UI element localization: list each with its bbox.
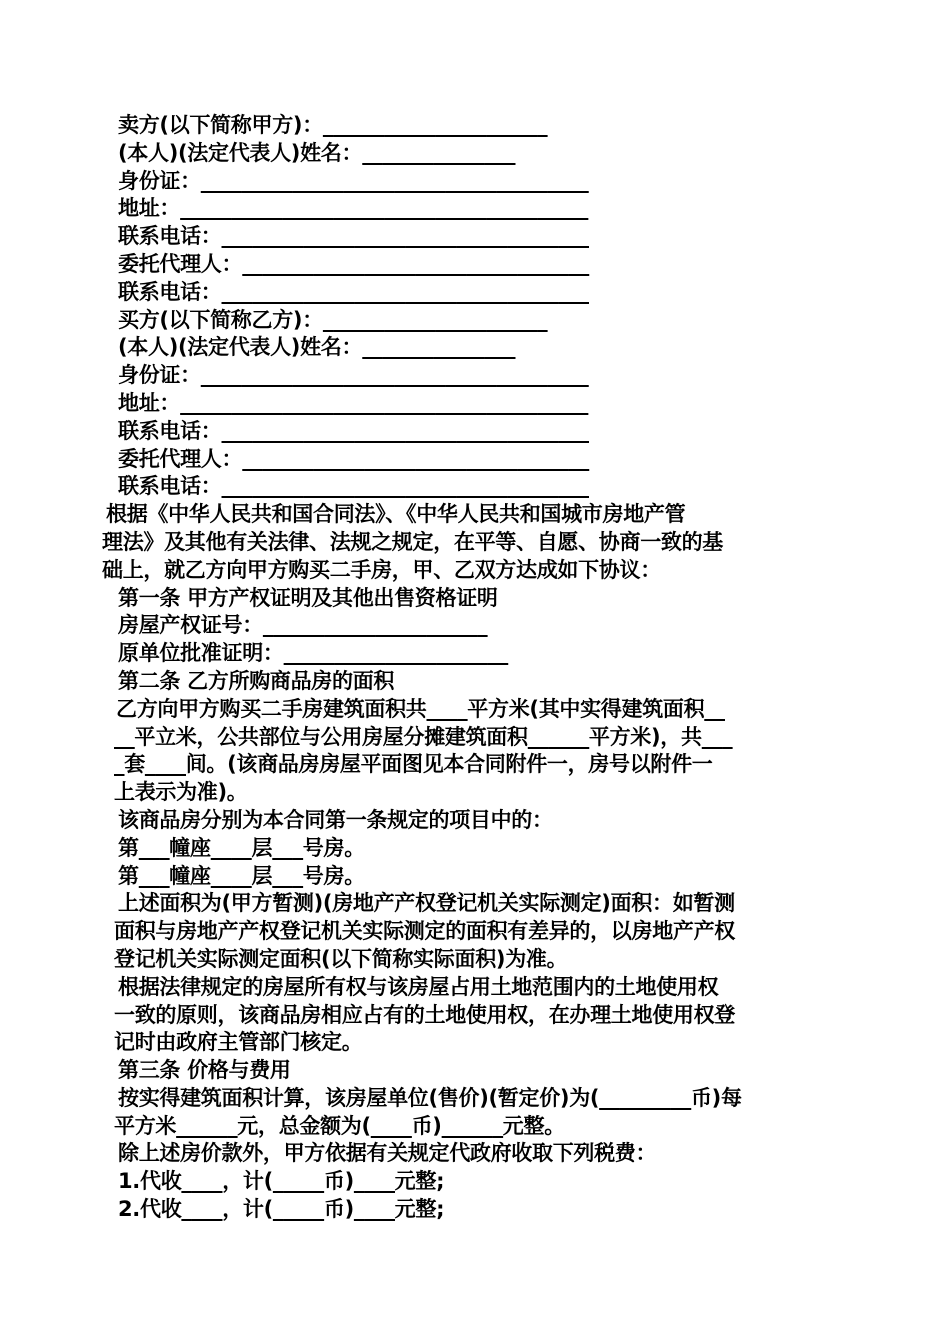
buyer-agent-phone-line: 联系电话：____________________________________ xyxy=(118,474,589,499)
paragraph-line: 登记机关实际测定面积(以下简称实际面积)为准。 xyxy=(114,946,568,971)
property-certificate-line: 房屋产权证号：______________________ xyxy=(118,613,488,638)
buyer-agent-line: 委托代理人：__________________________________ xyxy=(118,446,589,471)
article-2-heading: 第二条 乙方所购商品房的面积 xyxy=(118,668,395,693)
tax-item-2: 2.代收____，计(_____币)____元整; xyxy=(118,1197,445,1222)
paragraph-line: 根据《中华人民共和国合同法》、《中华人民共和国城市房地产管 xyxy=(106,502,686,527)
seller-agent-line: 委托代理人：__________________________________ xyxy=(118,251,589,276)
paragraph-line: 记时由政府主管部门核定。 xyxy=(114,1030,363,1055)
paragraph-line: __平立米，公共部位与公用房屋分摊建筑面积______平方米)，共___ xyxy=(114,724,733,749)
unit-line-1: 第___幢座____层___号房。 xyxy=(118,835,365,860)
seller-address-line: 地址：________________________________________ xyxy=(118,196,589,221)
seller-name-line: 卖方(以下简称甲方)：______________________ xyxy=(118,113,548,137)
seller-id-line: 身份证：______________________________________ xyxy=(118,168,589,193)
unit-line-2: 第___幢座____层___号房。 xyxy=(118,863,365,888)
paragraph-line: _套____间。(该商品房房屋平面图见本合同附件一，房号以附件一 xyxy=(114,752,713,777)
price-paragraph xyxy=(114,1085,840,1141)
paragraph-line: 一致的原则，该商品房相应占有的土地使用权，在办理土地使用权登 xyxy=(114,1002,735,1027)
buyer-representative-line: (本人)(法定代表人)姓名：_______________ xyxy=(118,335,516,360)
paragraph-line: 面积与房地产产权登记机关实际测定的面积有差异的，以房地产产权 xyxy=(114,919,735,944)
taxes-intro-line: 除上述房价款外，甲方依据有关规定代政府收取下列税费： xyxy=(118,1141,657,1166)
paragraph-line: 平方米______元，总金额为(____币)______元整。 xyxy=(114,1113,565,1138)
original-approval-line: 原单位批准证明：______________________ xyxy=(118,641,508,666)
seller-agent-phone-line: 联系电话：____________________________________ xyxy=(118,279,589,304)
seller-representative-line: (本人)(法定代表人)姓名：_______________ xyxy=(118,140,516,165)
project-intro-line: 该商品房分别为本合同第一条规定的项目中的： xyxy=(118,807,553,832)
preamble-paragraph xyxy=(102,501,840,584)
paragraph-line: 乙方向甲方购买二手房建筑面积共____平方米(其中实得建筑面积__ xyxy=(116,696,725,721)
paragraph-line: 理法》及其他有关法律、法规之规定，在平等、自愿、协商一致的基 xyxy=(102,529,723,554)
article-3-heading: 第三条 价格与费用 xyxy=(118,1058,291,1083)
buyer-id-line: 身份证：______________________________________ xyxy=(118,363,589,388)
buyer-phone-line: 联系电话：____________________________________ xyxy=(118,418,589,443)
area-paragraph xyxy=(116,696,840,807)
buyer-address-line: 地址：________________________________________ xyxy=(118,390,589,415)
article-1-heading: 第一条 甲方产权证明及其他出售资格证明 xyxy=(118,585,498,610)
measurement-paragraph xyxy=(114,890,840,973)
paragraph-line: 上表示为准)。 xyxy=(114,780,248,805)
paragraph-line: 础上，就乙方向甲方购买二手房，甲、乙双方达成如下协议： xyxy=(102,557,661,582)
tax-item-1: 1.代收____，计(_____币)____元整; xyxy=(118,1169,445,1194)
buyer-name-line: 买方(以下简称乙方)：______________________ xyxy=(118,307,548,332)
paragraph-line: 上述面积为(甲方暂测)(房地产产权登记机关实际测定)面积：如暂测 xyxy=(118,891,735,916)
seller-phone-line: 联系电话：____________________________________ xyxy=(118,224,589,249)
paragraph-line: 根据法律规定的房屋所有权与该房屋占用土地范围内的土地使用权 xyxy=(118,974,719,999)
land-use-paragraph xyxy=(114,974,840,1057)
paragraph-line: 按实得建筑面积计算，该房屋单位(售价)(暂定价)为(_________币)每 xyxy=(118,1085,742,1110)
